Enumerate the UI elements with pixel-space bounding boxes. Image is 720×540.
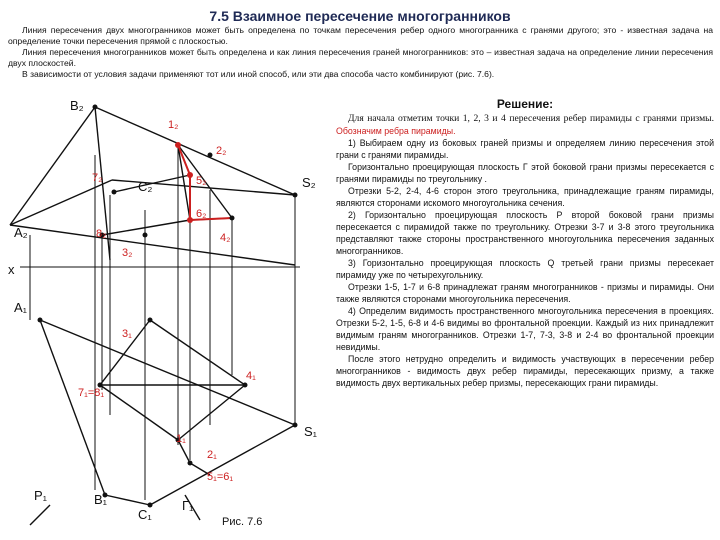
figure-caption: Рис. 7.6 — [222, 516, 263, 528]
prism-edge-left — [10, 107, 95, 225]
solution-paragraph: 3) Горизонтально проецирующая плоскость Q третьей грани призмы пересекает пирамиду уже по четырехугольнику. — [336, 258, 714, 280]
intro-paragraph: Линия пересечения многогранников может быть определена и как линия пересечения граней многогранников: это – известная задача на определение линии пересечения двух плоскостей. — [8, 47, 713, 68]
page-title: 7.5 Взаимное пересечение многогранников — [209, 8, 511, 24]
label-x-axis: x — [8, 262, 15, 277]
prism-base-edge — [40, 320, 295, 425]
label-c2: C₂ — [138, 179, 153, 194]
solution-lead — [336, 112, 714, 137]
solution-paragraph: После этого нетрудно определить и видимость участвующих в пересечении ребер многогранников - видимость двух ребер пирамиды, пересекающих призму, а также видимость двух вертикальных ребер призмы, пересекающих грани пирамиды. — [336, 354, 714, 388]
label-4-2: 4₂ — [220, 232, 231, 244]
label-7-1-8-1: 7₁=8₁ — [78, 387, 105, 399]
trace-line — [30, 505, 50, 525]
label-7-2: 7₂ — [92, 172, 103, 184]
pyramid-plan-edge — [100, 385, 178, 440]
solution-heading: Решение: — [496, 97, 554, 111]
prism-base-edge — [150, 425, 295, 505]
solution-text — [336, 98, 714, 389]
label-6-2: 6₂ — [196, 208, 207, 220]
triangle-edge — [150, 320, 245, 385]
prism-edge — [10, 180, 112, 225]
prism-edge-bottom — [10, 225, 295, 265]
solution-paragraph: 4) Определим видимость пространственного многоугольника пересечения в проекциях. Отрезки 5-2, 1-5, 6-8 и 4-6 видимы во фронтальной проекции. Каждый из них принадлежит видимым граням многогранников. Отрезки 1-7, 7-3, 3-8 и 2-4 во фронтальной проекции невидимы. — [336, 306, 714, 352]
label-5-2: 5₂ — [196, 175, 207, 187]
label-p1: P₁ — [34, 488, 48, 503]
label-g1: Г₁ — [182, 498, 194, 513]
prism-base-edge — [105, 495, 150, 505]
intro-paragraph: Линия пересечения двух многогранников может быть определена по точкам пересечения ребер одного многогранника с гранями другого; это - известная задача на определение точки пересечения прямой с плоскостью. — [8, 25, 713, 46]
solution-paragraph: Отрезки 1-5, 1-7 и 6-8 принадлежат граням многогранников - призмы и пирамиды. Они также являются сторонами многоугольника пересечения. — [336, 282, 714, 304]
label-1-2: 1₂ — [168, 119, 179, 131]
drawing-lines — [0, 95, 335, 540]
label-4-1: 4₁ — [246, 370, 256, 382]
prism-edge-top — [95, 107, 295, 195]
label-a2: A₂ — [14, 225, 28, 240]
pyramid-edge — [178, 145, 190, 220]
label-a1: A₁ — [14, 300, 28, 315]
label-s1: S₁ — [304, 424, 318, 439]
solution-paragraph: Отрезки 5-2, 2-4, 4-6 сторон этого треугольника, принадлежащие граням пирамиды, являются сторонами искомого многоугольника сечения. — [336, 186, 714, 208]
intro-text — [8, 25, 713, 80]
solution-paragraph: 2) Горизонтально проецирующая плоскость Р второй боковой грани призмы пересекается с пирамидой также по треугольнику. Отрезки 3-7 и 3-8 этого треугольника представляют также стороны пространственного многоугольника пересечения заданных многогранников. — [336, 210, 714, 256]
label-b2: B₂ — [70, 98, 84, 113]
label-5-1-6-1: 5₁=6₁ — [207, 471, 234, 483]
label-b1: B₁ — [94, 492, 108, 507]
label-c1: C₁ — [138, 507, 152, 522]
solution-paragraph: 1) Выбираем одну из боковых граней призмы и определяем линию пересечения этой грани с гранями пирамиды. — [336, 138, 714, 160]
label-2-2: 2₂ — [216, 145, 227, 157]
figure-7-6 — [0, 95, 335, 540]
pyramid-plan-edge — [178, 385, 245, 440]
solution-lead-red: Обозначим ребра пирамиды. — [336, 126, 456, 136]
label-1-1: 1₁ — [176, 433, 186, 445]
solution-paragraph: Горизонтально проецирующая плоскость Г этой боковой грани призмы пересекается с гранями пирамиды по треугольнику . — [336, 162, 714, 184]
solution-lead-text: Для начала отметим точки 1, 2, 3 и 4 пересечения ребер пирамиды с гранями призмы. — [348, 113, 714, 124]
label-s2: S₂ — [302, 175, 316, 190]
label-3-2: 3₂ — [122, 247, 133, 259]
label-8-2: 8₂ — [96, 228, 107, 240]
label-2-1: 2₁ — [207, 449, 217, 461]
label-3-1: 3₁ — [122, 328, 132, 340]
intro-paragraph: В зависимости от условия задачи применяют тот или иной способ, или эти два способа часто комбинируют (рис. 7.6). — [22, 69, 495, 79]
